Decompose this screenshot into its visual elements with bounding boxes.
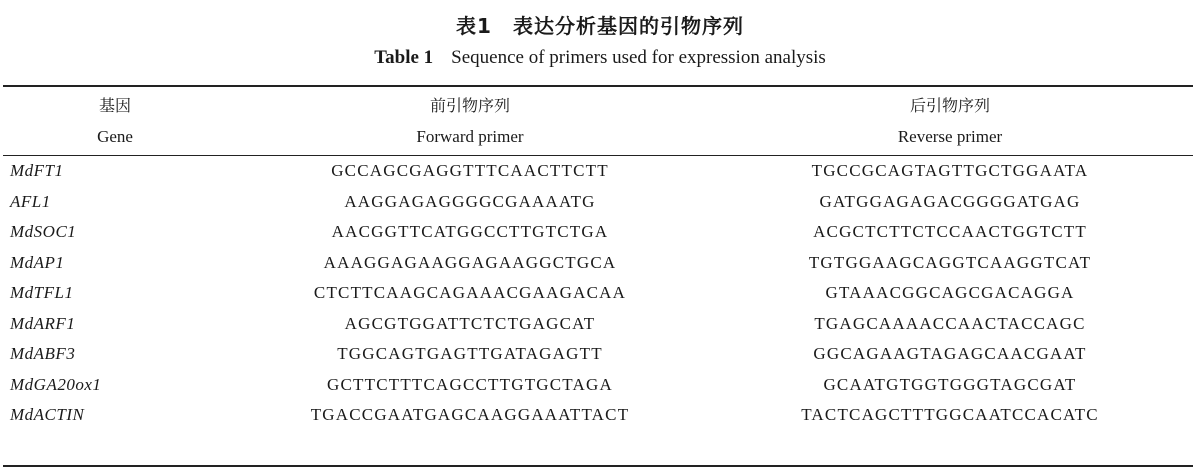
table-body: [0, 158, 1200, 433]
reverse-primer: ACGCTCTTCTCCAACTGGTCTT: [813, 222, 1087, 241]
gene-name: MdGA20ox1: [10, 374, 102, 394]
table-header-rule: [3, 155, 1193, 156]
gene-name: AFL1: [10, 191, 51, 211]
forward-primer: CTCTTCAAGCAGAAACGAAGACAA: [313, 283, 627, 302]
reverse-primer: TGTGGAAGCAGGTCAAGGTCAT: [808, 252, 1092, 272]
forward-primer: GCTTCTTTCAGCCTTGTGCTAGA: [327, 374, 613, 394]
table-bottom-rule: [3, 465, 1193, 467]
table-row: [0, 158, 1200, 189]
gene-name: MdAP1: [10, 252, 65, 272]
forward-primer: TGACCGAATGAGCAAGGAAATTACT: [310, 405, 630, 424]
gene-name: MdABF3: [10, 344, 76, 363]
table-row: [0, 402, 1200, 433]
table-row: [0, 219, 1200, 250]
table-row: [0, 372, 1200, 403]
header-reverse-cn: 后引物序列: [909, 96, 990, 115]
table-row: [0, 189, 1200, 220]
table-caption-chinese: 表1 表达分析基因的引物序列: [456, 14, 744, 38]
header-reverse-en: Reverse primer: [897, 127, 1003, 146]
forward-primer: AAGGAGAGGGGCGAAAATG: [344, 191, 596, 211]
header-forward-cn: 前引物序列: [429, 96, 510, 115]
reverse-primer: GATGGAGAGACGGGGATGAG: [819, 191, 1081, 211]
table-row: [0, 311, 1200, 342]
reverse-primer: GTAAACGGCAGCGACAGGA: [825, 283, 1075, 302]
gene-name: MdACTIN: [10, 405, 85, 424]
forward-primer: AAAGGAGAAGGAGAAGGCTGCA: [323, 252, 617, 272]
table-row: [0, 341, 1200, 372]
reverse-primer: TACTCAGCTTTGGCAATCCACATC: [801, 405, 1099, 424]
gene-name: MdARF1: [10, 313, 76, 333]
table-top-rule: [3, 85, 1193, 87]
reverse-primer: GGCAGAAGTAGAGCAACGAAT: [813, 344, 1087, 363]
table-row: [0, 280, 1200, 311]
table-caption-english: [0, 47, 1200, 69]
table-row: [0, 250, 1200, 281]
reverse-primer: TGAGCAAAACCAACTACCAGC: [814, 313, 1086, 333]
forward-primer: GCCAGCGAGGTTTCAACTTCTT: [331, 161, 609, 180]
gene-name: MdSOC1: [10, 222, 77, 241]
reverse-primer: TGCCGCAGTAGTTGCTGGAATA: [811, 161, 1089, 180]
gene-name: MdFT1: [10, 161, 64, 180]
table-title: Sequence of primers used for expression analysis: [451, 47, 826, 68]
forward-primer: TGGCAGTGAGTTGATAGAGTT: [337, 344, 603, 363]
reverse-primer: GCAATGTGGTGGGTAGCGAT: [823, 374, 1077, 394]
gene-name: MdTFL1: [10, 283, 74, 302]
header-gene-en: Gene: [97, 127, 133, 146]
forward-primer: AACGGTTCATGGCCTTGTCTGA: [331, 222, 609, 241]
table-label: Table 1: [374, 47, 434, 68]
header-gene-cn: 基因: [98, 96, 131, 115]
header-forward-en: Forward primer: [416, 127, 524, 146]
forward-primer: AGCGTGGATTCTCTGAGCAT: [344, 313, 596, 333]
